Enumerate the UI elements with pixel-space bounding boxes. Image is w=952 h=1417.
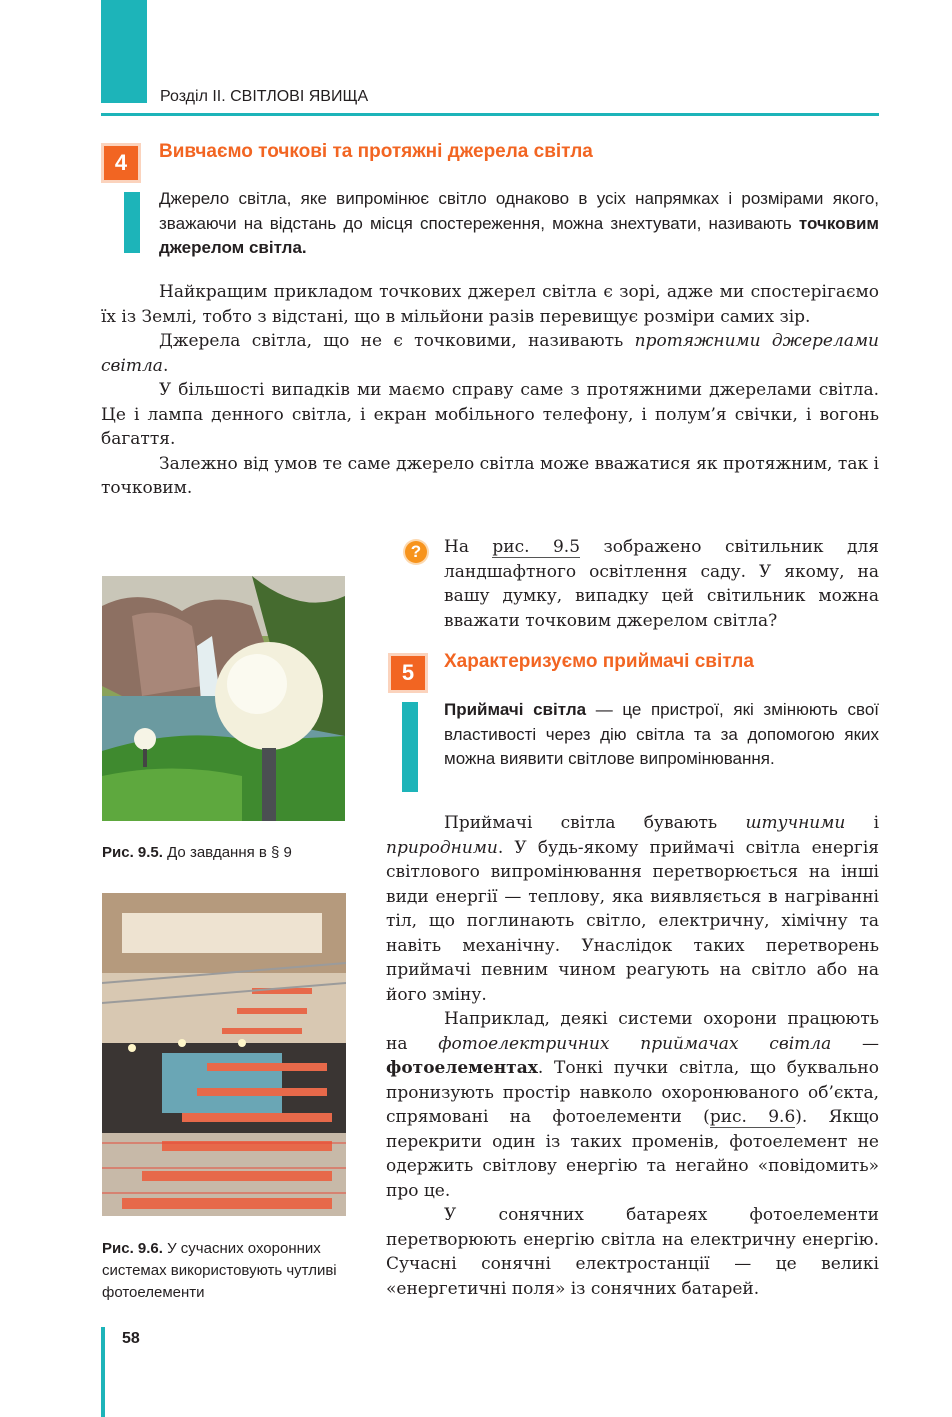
definition-box [159,187,879,261]
text: Джерела світла, що не є точковими, називають [159,331,635,351]
term: фотоелектричних приймачах світла [438,1033,832,1054]
text: і [845,813,880,833]
paragraph: У сонячних батареях фотоелементи перетворюють енергію світла на електричну енергію. Сучасні сонячні електростанції — це великі «енергетичні поля» із сонячних батарей. [386,1205,879,1299]
definition-bar [124,192,140,253]
footer-accent-bar [101,1327,105,1417]
page-number: 58 [122,1330,140,1347]
term: штучними [745,813,846,833]
body-text [386,811,879,1301]
paragraph [386,1007,879,1203]
header-rule [101,113,879,116]
definition-term: точковим джерелом світла. [159,213,879,257]
section-title: Вивчаємо точкові та протяжні джерела світла [159,141,593,162]
figure-caption [102,842,345,864]
paragraph [101,329,879,378]
caption-label: Рис. 9.5. [102,844,163,861]
definition-text: Джерело світла, яке випромінює світло однаково в усіх напрямках і розмірами якого, зважаючи на відстань до місця спостереження, можна знехтувати, називають [159,189,879,233]
paragraph: Залежно від умов те саме джерело світла може вважатися як протяжним, так і точковим. [101,453,879,498]
term: природними [386,837,498,858]
section-title: Характеризуємо приймачі світла [444,651,754,672]
definition-term: Приймачі світла [444,700,587,719]
text: Приймачі світла бувають [444,813,746,833]
question-text [444,535,879,633]
caption-text: У сучасних охоронних системах використовують чутливі фотоелементи [102,1240,337,1301]
text: . [162,355,169,376]
paragraph: У більшості випадків ми маємо справу саме з протяжними джерелами світла. Це і лампа денного світла, і екран мобільного телефону, і полум’я свічки, і вогонь багаття. [101,380,879,449]
definition-box [444,698,879,772]
section-number-badge: 5 [391,656,425,690]
question-icon: ? [405,541,427,563]
text: — [831,1033,880,1054]
section-number-badge: 4 [104,146,138,180]
definition-text: — це пристрої, які змінюють свої властивості через дію світла та за допомогою яких можна виявити світлове випромінювання. [444,700,879,768]
text: . Тонкі пучки світла, що буквально пронизують простір навколо охоронюваного об’єкта, спрямовані на фотоелементи ( [386,1058,879,1127]
paragraph [386,811,879,1007]
text: На [444,537,493,557]
figure-9-6-image [102,893,346,1216]
paragraph: Найкращим прикладом точкових джерел світла є зорі, адже ми спостерігаємо їх із Землі, тобто з відстані, що в мільйони разів перевищує розміри самих зір. [101,282,879,327]
caption-text: До завдання в § 9 [162,844,292,861]
text: ). Якщо перекрити один із таких променів, фотоелемент не одержить світлову енергію та негайно «повідомить» про це. [386,1107,879,1201]
caption-label: Рис. 9.6. [102,1240,163,1257]
figure-9-5-image [102,576,345,821]
text: зображено світильник для ландшафтного освітлення саду. У якому, на вашу думку, випадку цей світильник можна вважати точковим джерелом світла? [444,537,879,631]
body-text [101,280,879,501]
term-bold: фотоелементах [386,1058,538,1078]
definition-bar [402,702,418,792]
text: . У будь-якому приймачі світла енергія світлового випромінювання перетворюється на інші види енергії — теплову, яка виявляється в нагріванні тіл, що поглинають світло, електричну, хімічну та навіть механічну. Унаслідок таких перетворень приймачі певним чином реагують на світло або на його зміну. [386,837,879,1005]
chapter-title: Розділ II. СВІТЛОВІ ЯВИЩА [160,88,369,105]
figure-link[interactable]: рис. 9.5 [492,537,581,557]
figure-link[interactable]: рис. 9.6 [709,1107,796,1127]
text: Наприклад, деякі системи охорони працюють на [386,1009,879,1054]
term: протяжними джерелами світла [101,331,879,376]
header-accent-bar [101,0,147,103]
figure-caption [102,1238,352,1304]
